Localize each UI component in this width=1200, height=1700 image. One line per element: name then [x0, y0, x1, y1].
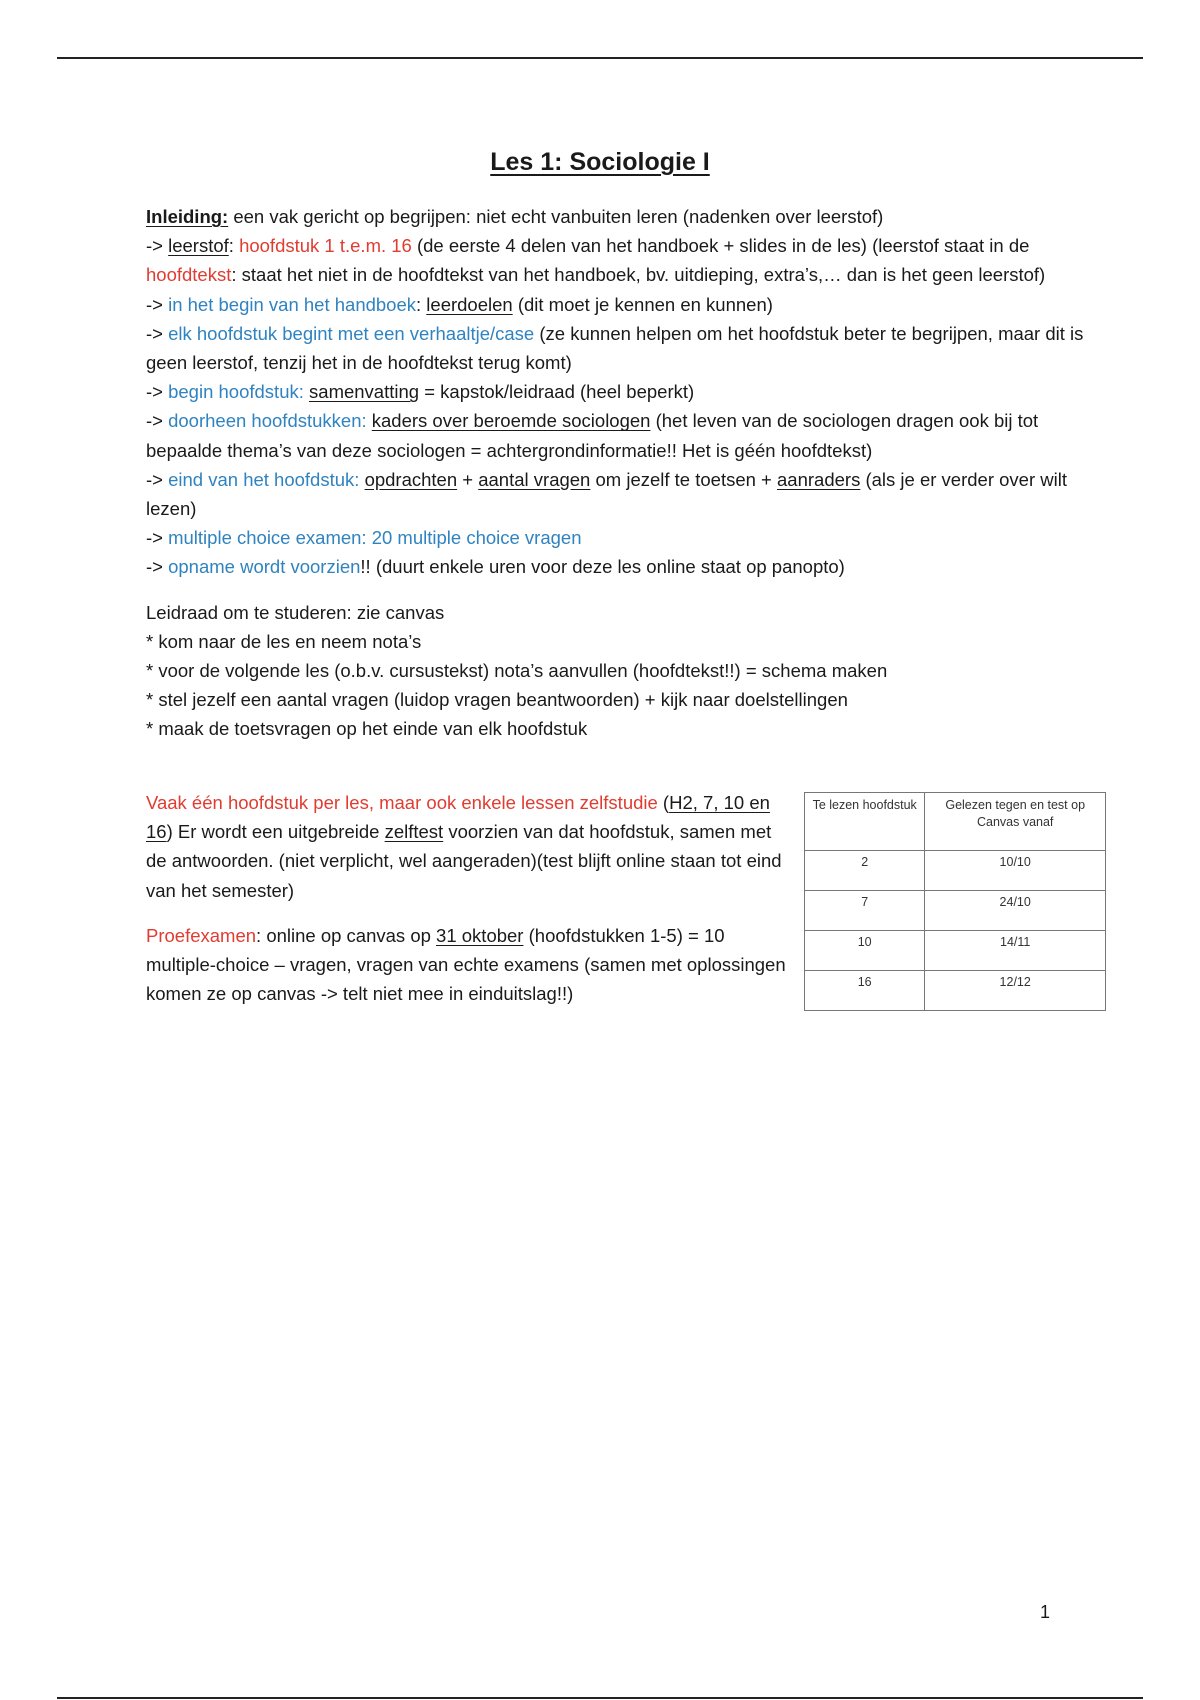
highlight-red: Proefexamen: [146, 924, 257, 946]
term: leerdoelen: [426, 293, 513, 315]
highlight-blue: elk hoofdstuk begint met een verhaaltje/case: [168, 322, 535, 344]
table-header: Te lezen hoofdstuk: [805, 793, 925, 851]
guide-item: * kom naar de les en neem nota’s: [146, 630, 422, 652]
term: H2, 7, 10 en 16: [146, 792, 770, 843]
table-cell: 7: [805, 891, 925, 931]
top-rule: [57, 57, 1143, 59]
line-leerstof: [146, 231, 1106, 289]
text: (als je er verder over wilt lezen): [146, 468, 1067, 520]
text: = kapstok/leidraad (heel beperkt): [419, 381, 695, 403]
arrow: ->: [146, 410, 169, 432]
text: : online op canvas op: [256, 924, 437, 946]
schedule-table: [804, 792, 1106, 1011]
table-header-row: [805, 793, 1106, 851]
term: aanraders: [777, 468, 861, 490]
term: kaders over beroemde sociologen: [371, 410, 651, 432]
highlight-blue: opname wordt voorzien: [168, 556, 361, 578]
mock-exam-paragraph: [146, 921, 786, 1009]
table-cell: 2: [805, 851, 925, 891]
text: : staat het niet in de hoofdtekst van het handboek, bv. uitdieping, extra’s,… dan is het geen leerstof): [231, 264, 1046, 286]
highlight-blue: begin hoofdstuk:: [168, 381, 304, 403]
highlight-blue: multiple choice examen: 20 multiple choice vragen: [168, 527, 582, 549]
table-row: [805, 931, 1106, 971]
guide-item: * voor de volgende les (o.b.v. cursustekst) nota’s aanvullen (hoofdtekst!!) = schema maken: [146, 660, 888, 682]
text: (hoofdstukken 1-5) = 10 multiple-choice – vragen, vragen van echte examens (samen met oplossingen komen ze op canvas -> telt niet mee in einduitslag!!): [146, 924, 786, 1005]
line-kaders: [146, 406, 1106, 464]
highlight-red: hoofdstuk 1 t.e.m. 16: [239, 235, 412, 257]
line-opname: [146, 552, 1106, 581]
text: !! (duurt enkele uren voor deze les online staat op panopto): [360, 556, 845, 578]
table-cell: 10: [805, 931, 925, 971]
table-cell: 24/10: [925, 891, 1106, 931]
text: (dit moet je kennen en kunnen): [512, 293, 773, 315]
term: leerstof: [168, 235, 229, 257]
arrow: ->: [146, 468, 169, 490]
guide-heading: Leidraad om te studeren: zie canvas: [146, 601, 445, 623]
page-title: Les 1: Sociologie I: [490, 148, 710, 176]
page-number: 1: [1040, 1602, 1051, 1622]
text: :: [228, 235, 240, 257]
table-row: [805, 891, 1106, 931]
table-cell: 14/11: [925, 931, 1106, 971]
intro-section: [146, 202, 1106, 744]
table-row: [805, 851, 1106, 891]
line-opdrachten: [146, 465, 1106, 523]
arrow: ->: [146, 527, 169, 549]
line-leerdoelen: [146, 290, 1106, 319]
intro-label: Inleiding:: [146, 206, 229, 227]
selfstudy-section: [146, 788, 786, 1008]
highlight-blue: doorheen hoofdstukken:: [168, 410, 367, 432]
selfstudy-paragraph: [146, 788, 786, 905]
text: :: [416, 293, 427, 315]
term: 31 oktober: [436, 924, 524, 946]
highlight-red: hoofdtekst: [146, 264, 232, 286]
highlight-blue: in het begin van het handboek: [168, 293, 417, 315]
guide-item: * maak de toetsvragen op het einde van elk hoofdstuk: [146, 718, 588, 740]
table-cell: 12/12: [925, 971, 1106, 1011]
text: +: [457, 468, 479, 490]
text: (: [657, 792, 670, 813]
term: aantal vragen: [478, 468, 591, 490]
arrow: ->: [146, 381, 169, 403]
intro-paragraph: [146, 202, 1106, 231]
text: voorzien van dat hoofdstuk, samen met de antwoorden. (niet verplicht, wel aangeraden)(test blijft online staan tot eind van het semester): [146, 821, 782, 901]
line-samenvatting: [146, 377, 1106, 406]
guide-item: * stel jezelf een aantal vragen (luidop vragen beantwoorden) + kijk naar doelstellingen: [146, 689, 848, 711]
table-row: [805, 971, 1106, 1011]
arrow: ->: [146, 322, 169, 344]
text: ) Er wordt een uitgebreide: [166, 821, 385, 843]
table-header: Gelezen tegen en test op Canvas vanaf: [925, 793, 1106, 851]
term: opdrachten: [364, 468, 458, 490]
arrow: ->: [146, 293, 169, 315]
bottom-rule: [57, 1697, 1143, 1699]
text: (de eerste 4 delen van het handboek + slides in de les) (leerstof staat in de: [411, 235, 1030, 257]
line-examen: [146, 523, 1106, 552]
line-case: [146, 319, 1106, 377]
text: (ze kunnen helpen om het hoofdstuk beter te begrijpen, maar dit is geen leerstof, tenzij het in de hoofdtekst terug komt): [146, 322, 1084, 374]
table-cell: 10/10: [925, 851, 1106, 891]
arrow: ->: [146, 235, 169, 257]
highlight-red: Vaak één hoofdstuk per les, maar ook enkele lessen zelfstudie: [146, 792, 658, 813]
table-cell: 16: [805, 971, 925, 1011]
term: zelftest: [384, 821, 444, 843]
text: (het leven van de sociologen dragen ook bij tot bepaalde thema’s van deze sociologen = achtergrondinformatie!! Het is géén hoofdtekst): [146, 410, 1039, 461]
term: samenvatting: [309, 381, 420, 403]
arrow: ->: [146, 556, 169, 578]
highlight-blue: eind van het hoofdstuk:: [168, 468, 360, 490]
intro-text: een vak gericht op begrijpen: niet echt vanbuiten leren (nadenken over leerstof): [228, 206, 884, 227]
text: om jezelf te toetsen +: [590, 468, 778, 490]
